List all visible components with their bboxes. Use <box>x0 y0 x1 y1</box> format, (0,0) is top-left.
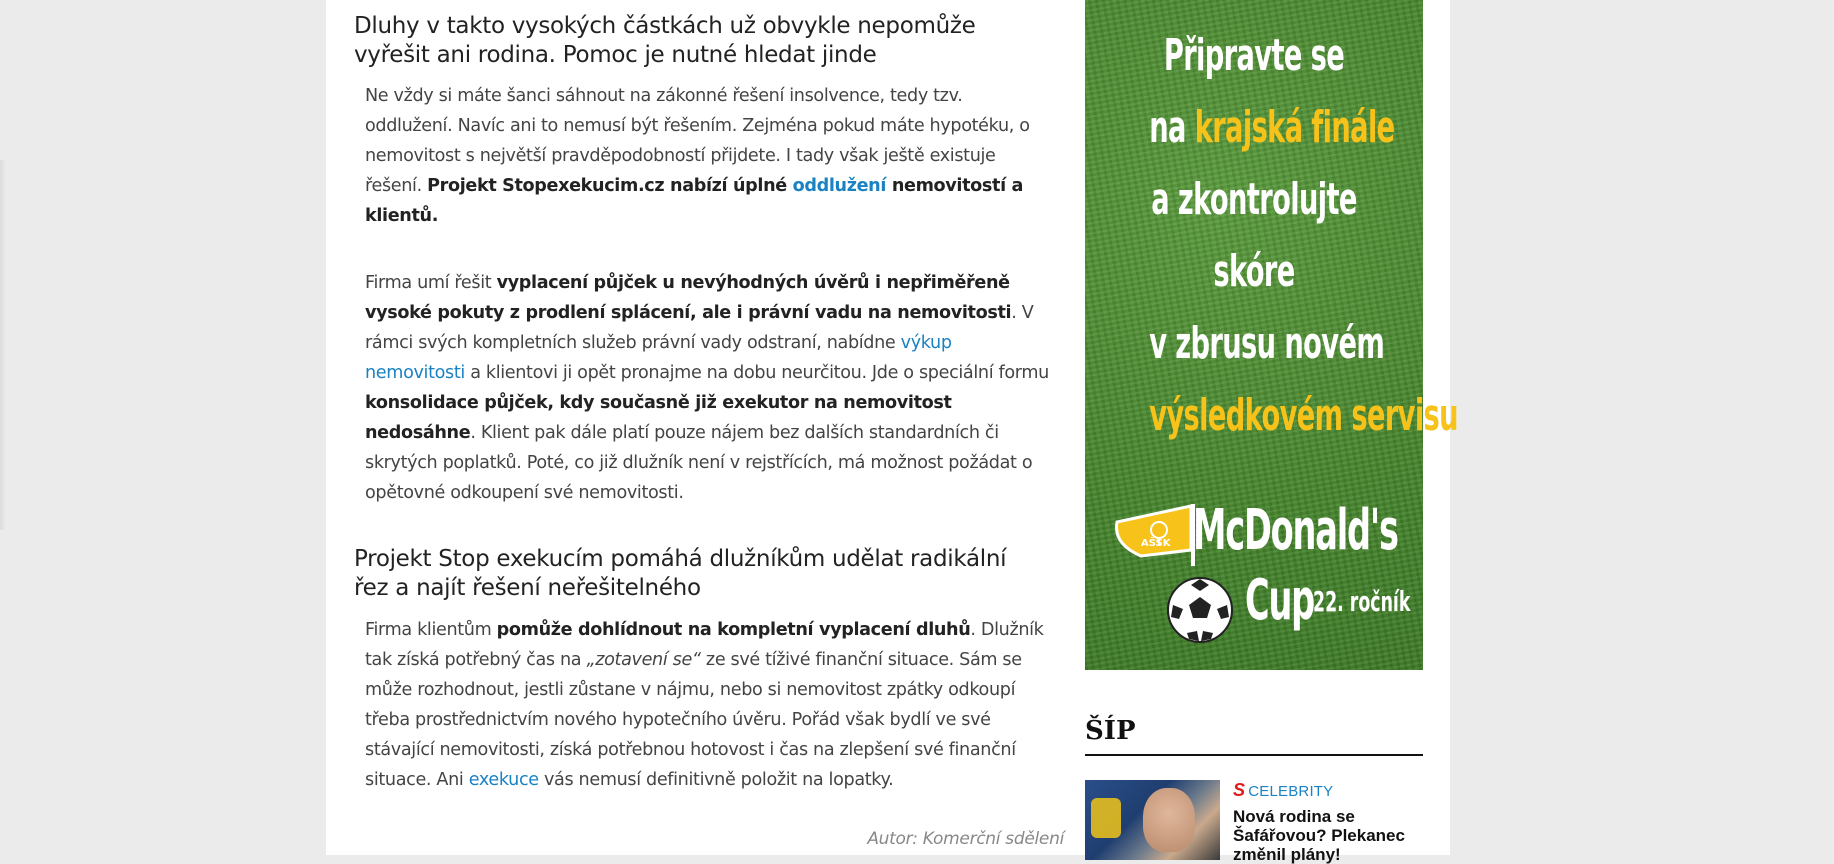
article-author: Autor: Komerční sdělení <box>867 829 1064 849</box>
section-title[interactable]: ŠÍP <box>1085 716 1136 746</box>
paragraph-bold-text: pomůže dohlídnout na kompletní vyplacení dluhů <box>496 620 971 640</box>
article-paragraph <box>365 81 1055 231</box>
article-paragraph <box>365 268 1055 508</box>
paragraph-text: . Dlužník tak získá potřebný čas na <box>365 620 1044 670</box>
article-heading: Dluhy v takto vysokých částkách už obvykle nepomůže vyřešit ani rodina. Pomoc je nutné hledat jinde <box>354 13 976 68</box>
ad-text-line: a zkontrolujte <box>1151 174 1357 225</box>
football-icon <box>1165 575 1235 645</box>
oddluzeni-link[interactable]: oddlužení <box>792 176 887 196</box>
paragraph-bold-text: vyplacení půjček u nevýhodných úvěrů i nepřiměřeně vysoké pokuty z prodlení splácení, ale i právní vadu na nemovitosti <box>365 273 1012 323</box>
vykup-nemovitosti-link[interactable]: výkup nemovitosti <box>365 333 952 383</box>
ad-brand-name: McDonald's <box>1193 498 1398 563</box>
ad-text-white: na <box>1149 102 1195 153</box>
thumbnail-badge <box>1091 798 1121 838</box>
page-edge-shadow <box>0 160 6 530</box>
paragraph-text: ze své tíživé finanční situace. Sám se může rozhodnout, jestli zůstane v nájmu, nebo si nemovitost zpátky odkoupí třeba prostřednictvím nového hypotečního úvěru. Pořád však bydlí ve své stávající nemovitosti, získá potřebnou hotovost i čas na zlepšení své finanční situace. Ani <box>365 650 1022 790</box>
thumbnail-person <box>1143 788 1195 852</box>
news-category-label: CELEBRITY <box>1248 783 1334 800</box>
ad-text-line <box>1149 102 1395 153</box>
paragraph-text: Firma klientům <box>365 620 497 640</box>
sport-logo-icon: S <box>1233 780 1246 800</box>
section-divider <box>1085 754 1423 756</box>
flag-label: AŠSK <box>1141 538 1171 549</box>
paragraph-text: . V rámci svých kompletních služeb právní vady odstraní, nabídne <box>365 303 1034 353</box>
school-sport-flag-icon <box>1111 500 1201 570</box>
news-category[interactable] <box>1233 780 1333 800</box>
news-item[interactable] <box>1085 780 1423 864</box>
paragraph-bold-text: Projekt Stopexekucim.cz nabízí úplné <box>427 176 793 196</box>
ad-text-line: skóre <box>1213 246 1295 297</box>
page-container <box>326 0 1458 864</box>
ad-text-line-highlight: výsledkovém servisu <box>1149 390 1458 441</box>
paragraph-text: a klientovi ji opět pronajme na dobu neurčitou. Jde o speciální formu <box>464 363 1049 383</box>
paragraph-italic-text: „zotavení se“ <box>586 650 701 670</box>
paragraph-bold-text: nemovitostí a klientů. <box>365 176 1024 226</box>
ad-cup-title: Cup <box>1245 568 1315 633</box>
news-title[interactable]: Nová rodina se Šafářovou? Plekanec změnil plány! <box>1233 807 1405 864</box>
ad-edition: 22. ročník <box>1313 585 1411 618</box>
news-thumbnail[interactable] <box>1085 780 1220 860</box>
paragraph-text: Firma umí řešit <box>365 273 497 293</box>
advertisement-banner[interactable] <box>1085 0 1458 670</box>
paragraph-text: . Klient pak dále platí pouze nájem bez dalších standardních či skrytých poplatků. Poté, co již dlužník není v rejstřících, má možnost požádat o opětovné odkoupení své nemovitosti. <box>365 423 1033 503</box>
ad-text-line: v zbrusu novém <box>1149 318 1385 369</box>
paragraph-text: vás nemusí definitivně položit na lopatky. <box>538 770 894 790</box>
article-heading: Projekt Stop exekucím pomáhá dlužníkům udělat radikální řez a najít řešení neřešitelného <box>354 546 1007 601</box>
paragraph-text: Ne vždy si máte šanci sáhnout na zákonné řešení insolvence, tedy tzv. oddlužení. Navíc ani to nemusí být řešením. Zejména pokud máte hypotéku, o nemovitost s největší pravděpodobností přijdete. I tady však ještě existuje řešení. <box>365 86 1030 196</box>
sip-section <box>1085 710 1423 864</box>
article-paragraph <box>365 615 1055 795</box>
ad-text-line: Připravte se <box>1163 30 1345 81</box>
paragraph-bold-text: konsolidace půjček, kdy současně již exekutor na nemovitost nedosáhne <box>365 393 952 443</box>
ad-text-highlight: krajská finále <box>1194 102 1395 153</box>
exekuce-link[interactable]: exekuce <box>468 770 539 790</box>
